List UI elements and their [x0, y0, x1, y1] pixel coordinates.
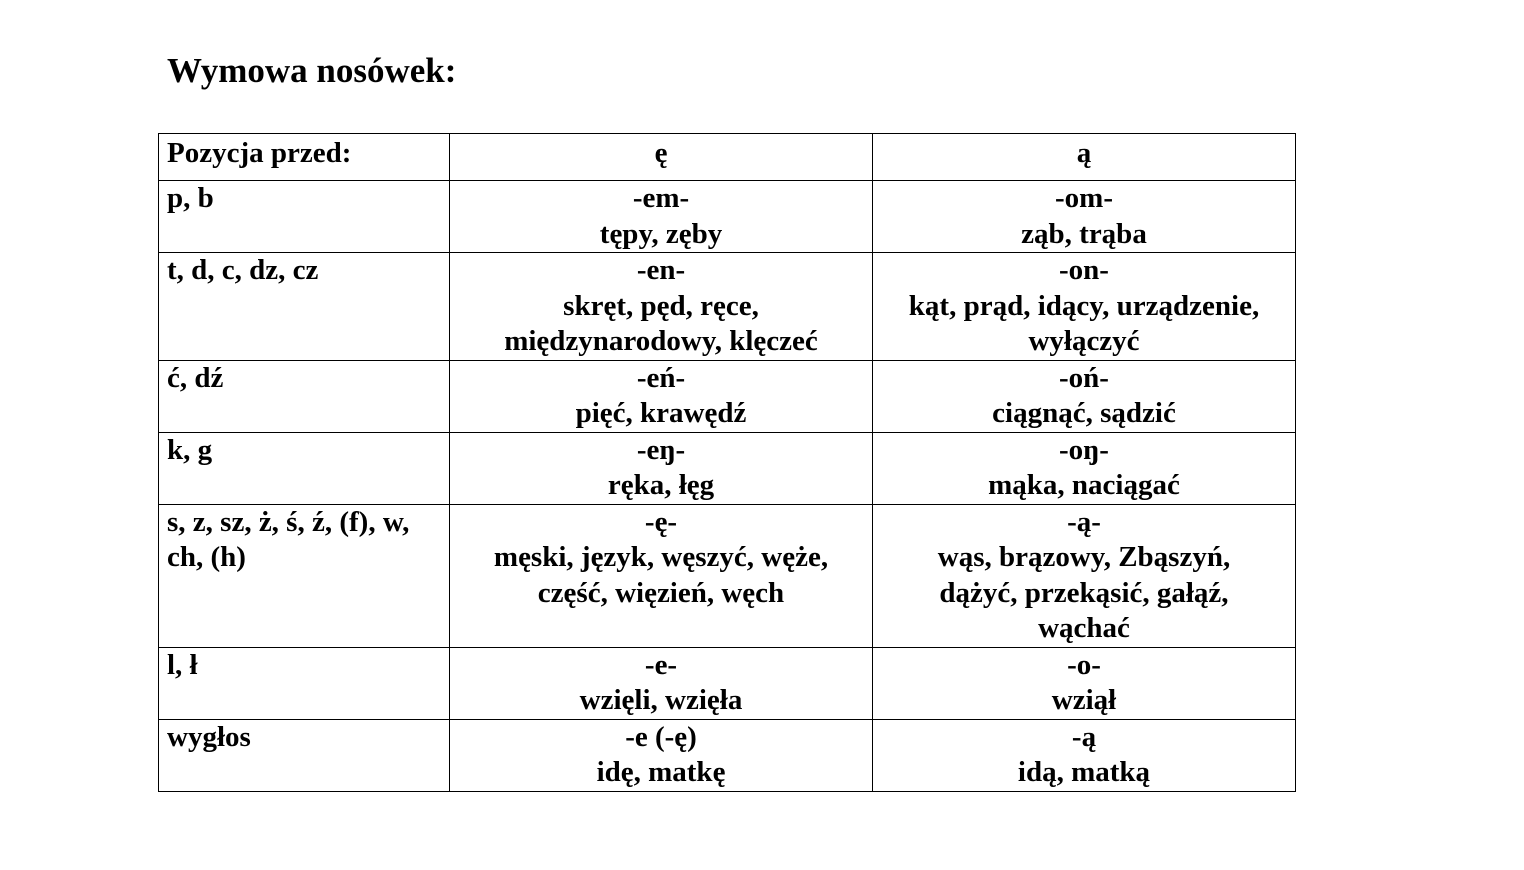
header-position: Pozycja przed:	[159, 134, 450, 181]
a-nasal-cell-line: wyłączyć	[1028, 325, 1140, 357]
e-nasal-cell-line: ręka, łęg	[607, 469, 715, 501]
table-row	[159, 181, 1296, 253]
a-nasal-cell-line: -ą-	[1067, 505, 1101, 538]
table-row	[159, 719, 1296, 791]
a-nasal-cell-line: -on-	[1059, 254, 1109, 286]
a-nasal-cell-line: wąs, brązowy, Zbąszyń,	[937, 541, 1231, 573]
e-nasal-cell	[450, 504, 873, 647]
e-nasal-cell-line: -eń-	[636, 361, 686, 394]
position-cell	[159, 253, 450, 361]
e-nasal-cell	[450, 647, 873, 719]
e-nasal-cell-line: pięć, krawędź	[575, 397, 747, 429]
position-cell	[159, 360, 450, 432]
position-cell-line: wygłos	[167, 720, 251, 753]
e-nasal-cell-line: -e (-ę)	[625, 720, 697, 753]
table-body	[159, 181, 1296, 792]
e-nasal-cell-line: -eŋ-	[636, 433, 686, 466]
e-nasal-cell-line: męski, język, węszyć, węże,	[493, 541, 829, 573]
table-row	[159, 253, 1296, 361]
a-nasal-cell	[873, 181, 1296, 253]
position-cell-line: k, g	[167, 433, 213, 466]
header-e-nasal: ę	[450, 134, 873, 181]
position-cell	[159, 504, 450, 647]
position-cell-line: p, b	[167, 182, 214, 214]
e-nasal-cell	[450, 360, 873, 432]
a-nasal-cell-line: ciągnąć, sądzić	[992, 397, 1176, 429]
position-cell-line: ch, (h)	[167, 541, 246, 573]
a-nasal-cell-line: kąt, prąd, idący, urządzenie,	[908, 289, 1260, 322]
e-nasal-cell-line: -e-	[644, 648, 678, 681]
position-cell	[159, 432, 450, 504]
page-title: Wymowa nosówek:	[167, 51, 457, 90]
a-nasal-cell-line: dążyć, przekąsić, gałąź,	[939, 576, 1229, 609]
a-nasal-cell	[873, 253, 1296, 361]
e-nasal-cell	[450, 432, 873, 504]
a-nasal-cell	[873, 647, 1296, 719]
a-nasal-cell-line: idą, matką	[1017, 756, 1151, 788]
e-nasal-cell-line: skręt, pęd, ręce,	[563, 289, 759, 322]
table-row	[159, 647, 1296, 719]
header-a-nasal: ą	[873, 134, 1296, 181]
e-nasal-cell-line: tępy, zęby	[599, 217, 723, 250]
a-nasal-cell-line: -om-	[1055, 182, 1113, 214]
e-nasal-cell-line: idę, matkę	[596, 756, 726, 788]
a-nasal-cell	[873, 719, 1296, 791]
a-nasal-cell-line: -oŋ-	[1059, 433, 1109, 466]
e-nasal-cell-line: wzięli, wzięła	[579, 684, 743, 716]
a-nasal-cell-line: -oń-	[1059, 361, 1109, 394]
position-cell-line: ć, dź	[167, 361, 224, 394]
a-nasal-cell	[873, 504, 1296, 647]
a-nasal-cell	[873, 360, 1296, 432]
position-cell-line: s, z, sz, ż, ś, ź, (f), w,	[167, 505, 410, 538]
e-nasal-cell	[450, 181, 873, 253]
table-row	[159, 360, 1296, 432]
position-cell	[159, 719, 450, 791]
e-nasal-cell-line: -en-	[636, 254, 686, 286]
a-nasal-cell-line: mąka, naciągać	[988, 469, 1180, 501]
e-nasal-cell-line: międzynarodowy, klęczeć	[504, 325, 818, 357]
a-nasal-cell-line: -o-	[1067, 648, 1101, 681]
table-row	[159, 504, 1296, 647]
e-nasal-cell	[450, 719, 873, 791]
position-cell-line: t, d, c, dz, cz	[167, 254, 319, 286]
a-nasal-cell-line: -ą	[1071, 720, 1097, 753]
position-cell	[159, 647, 450, 719]
table-header-row	[159, 134, 1296, 181]
e-nasal-cell	[450, 253, 873, 361]
a-nasal-cell	[873, 432, 1296, 504]
a-nasal-cell-line: ząb, trąba	[1021, 217, 1147, 250]
e-nasal-cell-line: część, więzień, węch	[537, 576, 785, 609]
a-nasal-cell-line: wąchać	[1038, 612, 1130, 644]
position-cell-line: l, ł	[167, 648, 198, 681]
e-nasal-cell-line: -ę-	[644, 505, 678, 538]
nasal-vowels-table	[158, 133, 1296, 792]
position-cell	[159, 181, 450, 253]
table-row	[159, 432, 1296, 504]
a-nasal-cell-line: wziął	[1051, 684, 1117, 716]
e-nasal-cell-line: -em-	[632, 182, 690, 214]
